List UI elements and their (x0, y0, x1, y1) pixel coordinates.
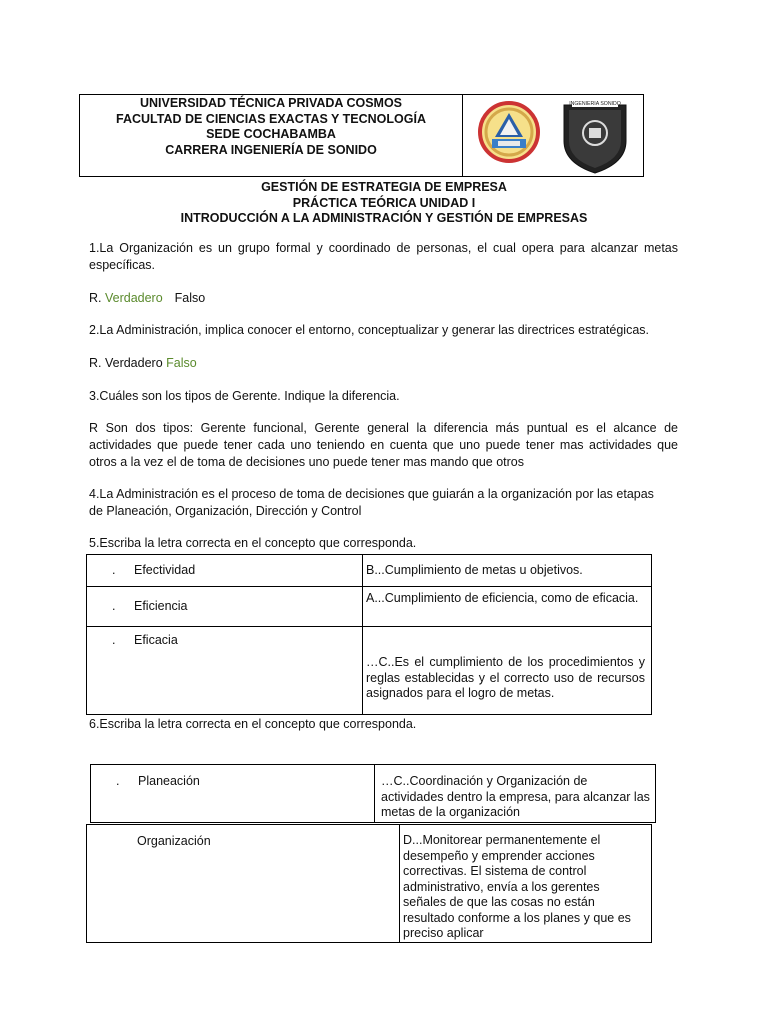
document-titles (79, 180, 689, 227)
answer-2 (89, 355, 678, 372)
logo-shield-label: INGENIERIA SONIDO (569, 101, 621, 107)
answer-2-option-false: Falso (166, 356, 197, 370)
answer-1-option-false: Falso (174, 291, 206, 305)
term-label: Eficiencia (134, 599, 188, 613)
term-label: Planeación (138, 774, 200, 788)
header-divider (462, 95, 463, 176)
matching-table-6-row-1 (90, 764, 656, 823)
term-cell: . Efectividad (87, 555, 363, 587)
definition-cell: …C..Es el cumplimiento de los procedimientos y reglas establecidas y el correcto uso de recursos asignados para el logro de metas. (363, 627, 652, 715)
table-row (87, 627, 652, 715)
question-5: 5.Escriba la letra correcta en el concepto que corresponda. (89, 536, 417, 550)
career-name: CARRERA INGENIERÍA DE SONIDO (165, 142, 377, 157)
definition-cell: B...Cumplimiento de metas u objetivos. (363, 555, 652, 587)
campus-name: SEDE COCHABAMBA (206, 127, 336, 141)
term-cell (87, 825, 400, 943)
term-cell: . Eficiencia (87, 587, 363, 627)
table-row (87, 555, 652, 587)
answer-2-prefix: R. Verdadero (89, 356, 167, 370)
definition-cell: …C..Coordinación y Organización de actividades dentro la empresa, para alcanzar las metas de la organización (375, 765, 656, 823)
university-logo (478, 101, 540, 163)
answer-1 (89, 290, 678, 307)
question-3: 3.Cuáles son los tipos de Gerente. Indique la diferencia. (89, 389, 400, 403)
header-box (79, 94, 644, 177)
table-row (87, 587, 652, 627)
question-4 (89, 486, 678, 520)
course-title: GESTIÓN DE ESTRATEGIA DE EMPRESA (261, 180, 507, 194)
practice-title: PRÁCTICA TEÓRICA UNIDAD I (292, 195, 476, 210)
question-2: 2.La Administración, implica conocer el entorno, conceptualizar y generar las directrices estratégicas. (89, 323, 649, 337)
question-1: 1.La Organización es un grupo formal y coordinado de personas, el cual opera para alcanzar metas específicas. (89, 241, 678, 272)
matching-table-6-row-2 (86, 824, 652, 943)
term-label: Eficacia (134, 633, 178, 647)
unit-title: INTRODUCCIÓN A LA ADMINISTRACIÓN Y GESTIÓN DE EMPRESAS (180, 211, 588, 225)
table-row (91, 765, 656, 823)
faculty-name: FACULTAD DE CIENCIAS EXACTAS Y TECNOLOGÍA (116, 111, 426, 126)
matching-table-5 (86, 554, 652, 715)
university-name: UNIVERSIDAD TÉCNICA PRIVADA COSMOS (139, 96, 403, 110)
answer-1-option-true: Verdadero (104, 291, 163, 305)
question-6: 6.Escriba la letra correcta en el concepto que corresponda. (89, 717, 417, 731)
institution-header (80, 95, 462, 158)
question-4-line-1: 4.La Administración es el proceso de toma de decisiones que guiarán a la organización por las etapas (89, 487, 654, 501)
sound-engineering-shield-logo (560, 97, 630, 175)
term-cell: . Planeación (91, 765, 375, 823)
term-cell: . Eficacia (87, 627, 363, 715)
question-4-line-2: de Planeación, Organización, Dirección y Control (89, 504, 362, 518)
answer-1-prefix: R. (89, 291, 105, 305)
term-label: Organización (137, 834, 211, 848)
answer-3: R Son dos tipos: Gerente funcional, Gerente general la diferencia más puntual es el alcance de actividades que puede tener cada uno teniendo en cuenta que uno puede tener mas actividades que otros a la vez el de toma de decisiones uno puede tener mas mando que otros (89, 421, 678, 469)
table-row (87, 825, 652, 943)
definition-cell: D...Monitorear permanentemente el desempeño y emprender acciones correctivas. El sistema de control administrativo, envía a los gerentes señales de que las cosas no están resultado conforme a los planes y que es preciso aplicar (400, 825, 652, 943)
definition-cell: A...Cumplimiento de eficiencia, como de eficacia. (363, 587, 652, 627)
term-label: Efectividad (134, 563, 196, 577)
